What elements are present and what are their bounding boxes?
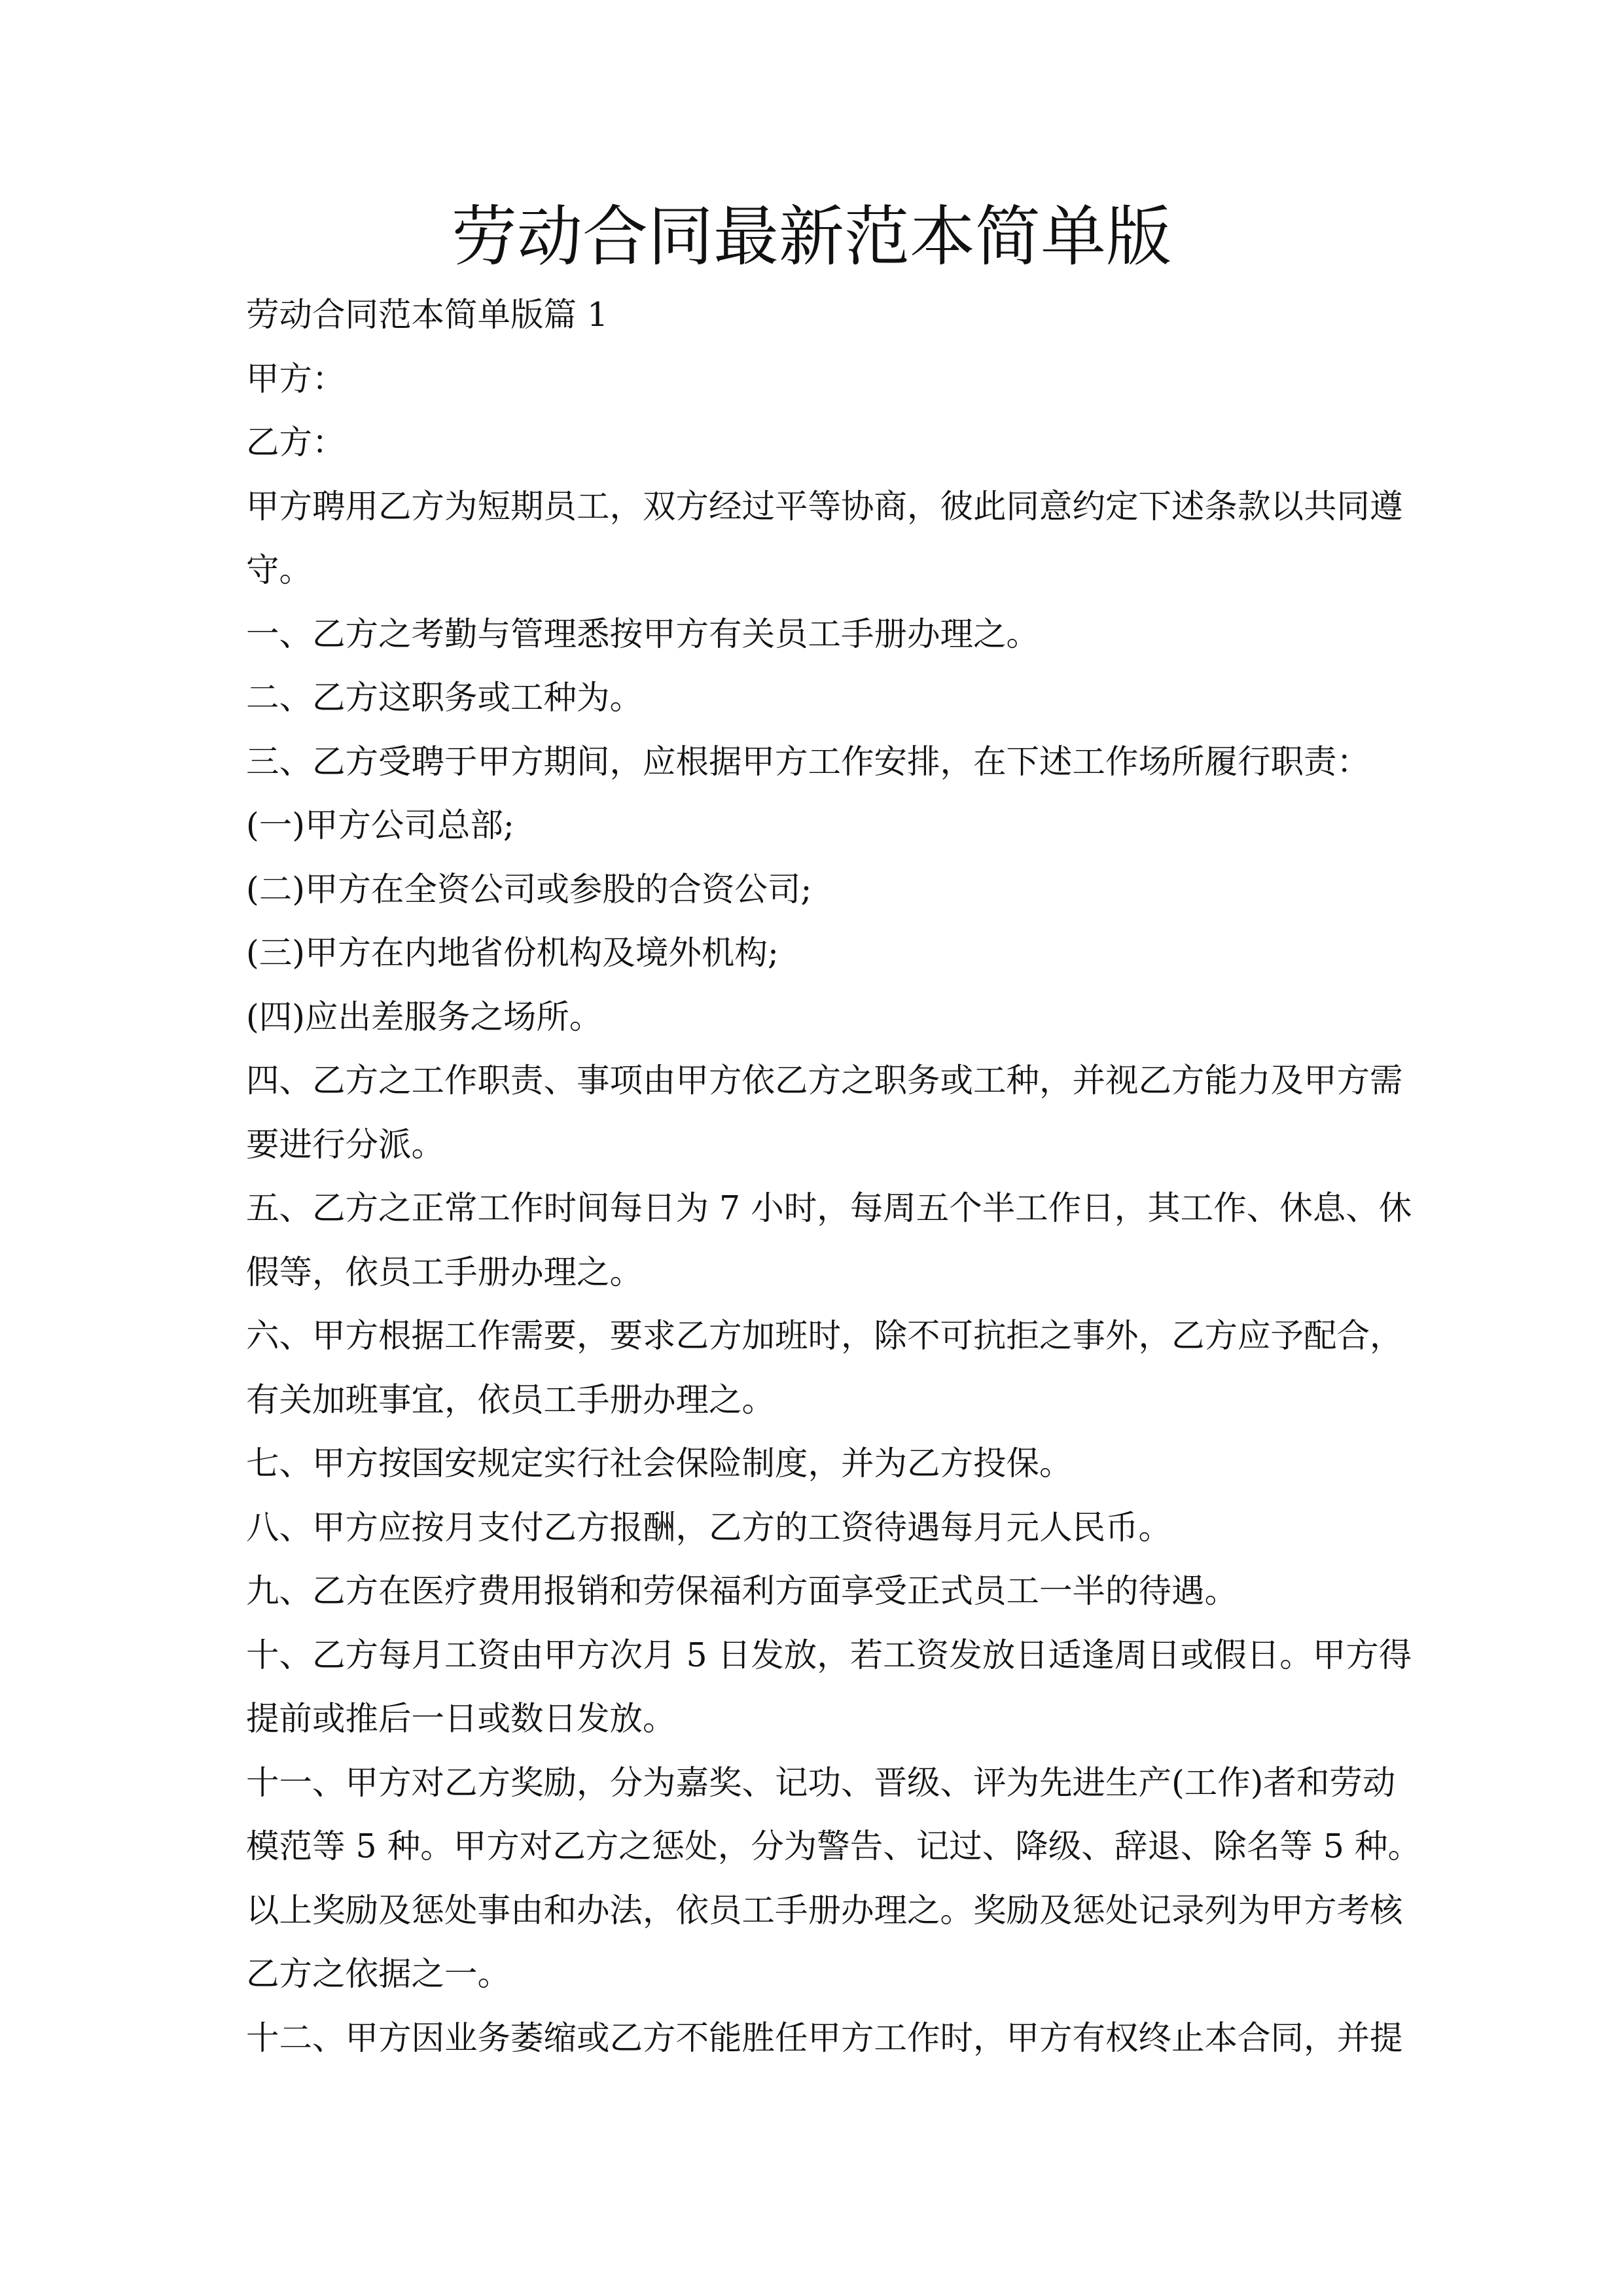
text-line: (二)甲方在全资公司或参股的合资公司; [246,869,812,908]
text-line: (三)甲方在内地省份机构及境外机构; [246,933,779,972]
text-line: 模范等 5 种。甲方对乙方之惩处，分为警告、记过、降级、辞退、除名等 5 种。 [246,1827,1421,1865]
text-line: 要进行分派。 [246,1124,444,1164]
text-line: 三、乙方受聘于甲方期间，应根据甲方工作安排，在下述工作场所履行职责： [246,742,1370,781]
text-line: 一、乙方之考勤与管理悉按甲方有关员工手册办理之。 [246,614,1039,653]
text-line: 六、甲方根据工作需要，要求乙方加班时，除不可抗拒之事外，乙方应予配合， [246,1316,1403,1355]
text-line: 有关加班事宜，依员工手册办理之。 [246,1380,775,1419]
text-line: 二、乙方这职务或工种为。 [246,678,643,717]
text-line: 七、甲方按国安规定实行社会保险制度，并为乙方投保。 [246,1444,1073,1482]
text-line: 以上奖励及惩处事由和办法，依员工手册办理之。奖励及惩处记录列为甲方考核 [246,1890,1403,1929]
text-line: 甲方： [246,359,346,398]
text-line: 假等，依员工手册办理之。 [246,1252,643,1291]
document-body [246,283,1421,2070]
text-line: (一)甲方公司总部; [246,806,514,844]
text-line: 九、乙方在医疗费用报销和劳保福利方面享受正式员工一半的待遇。 [246,1571,1238,1610]
text-line: 乙方： [246,423,346,461]
text-line: 十二、甲方因业务萎缩或乙方不能胜任甲方工作时，甲方有权终止本合同，并提 [246,2018,1403,2057]
document-title: 劳动合同最新范本简单版 [452,198,1171,275]
text-line: 提前或推后一日或数日发放。 [246,1699,676,1738]
text-line: 劳动合同范本简单版篇 1 [246,295,609,334]
text-line: 守。 [246,550,312,589]
text-line: 乙方之依据之一。 [246,1954,510,1993]
text-line: 十、乙方每月工资由甲方次月 5 日发放，若工资发放日适逢周日或假日。甲方得 [246,1635,1412,1674]
text-line: (四)应出差服务之场所。 [246,997,603,1036]
text-line: 四、乙方之工作职责、事项由甲方依乙方之职务或工种，并视乙方能力及甲方需 [246,1061,1403,1100]
text-line: 甲方聘用乙方为短期员工，双方经过平等协商，彼此同意约定下述条款以共同遵 [246,486,1403,526]
text-line: 五、乙方之正常工作时间每日为 7 小时，每周五个半工作日，其工作、休息、休 [246,1189,1412,1227]
text-line: 十一、甲方对乙方奖励，分为嘉奖、记功、晋级、评为先进生产(工作)者和劳动 [246,1763,1396,1802]
text-line: 八、甲方应按月支付乙方报酬，乙方的工资待遇每月元人民币。 [246,1507,1171,1547]
